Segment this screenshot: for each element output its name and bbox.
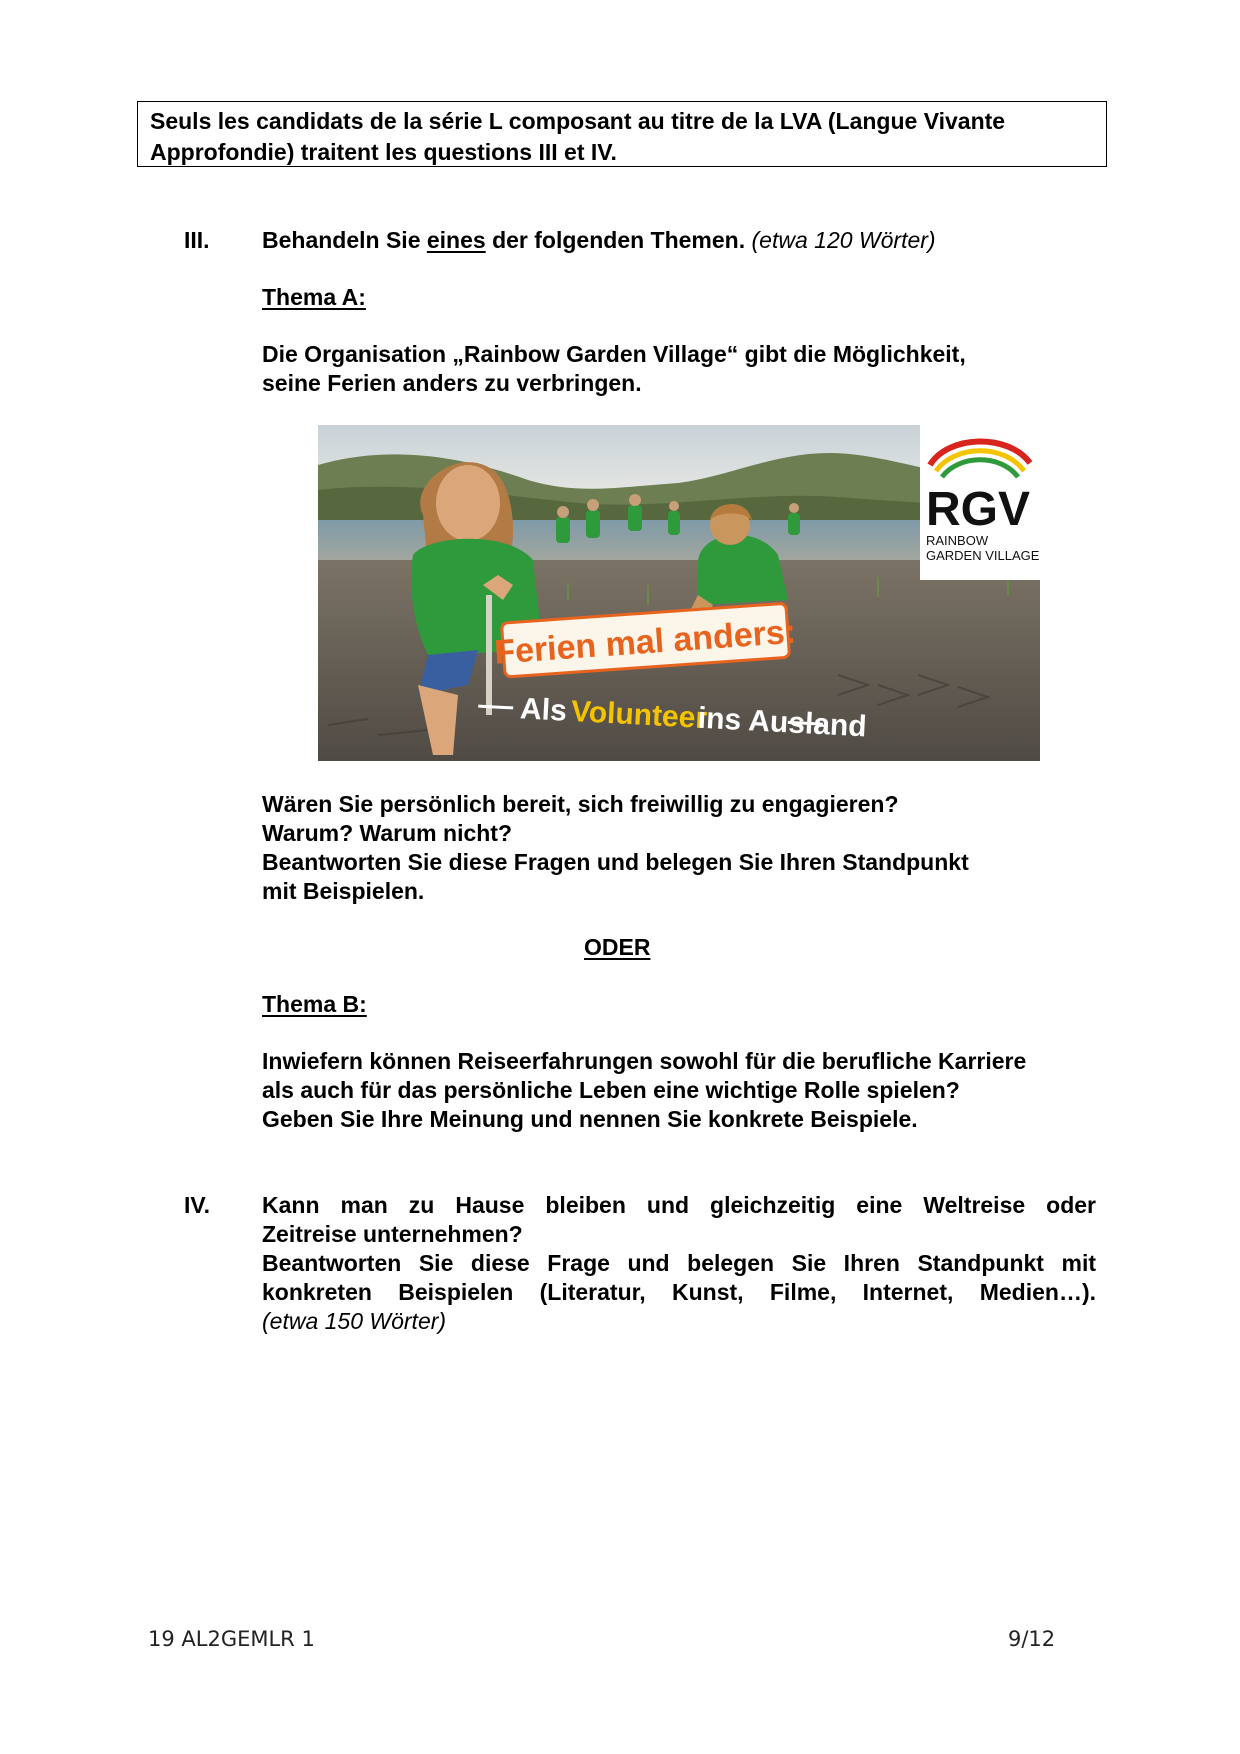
rgv-line-2: GARDEN VILLAGE — [926, 548, 1040, 563]
section-4-number: IV. — [184, 1192, 211, 1218]
thema-a-questions — [262, 790, 1096, 906]
question-line-4: mit Beispielen. — [262, 878, 425, 904]
thema-b-line-1: Inwiefern können Reiseerfahrungen sowohl für die berufliche Karriere — [262, 1048, 1027, 1074]
section-4-text — [262, 1191, 1096, 1336]
thema-a-intro-line-2: seine Ferien anders zu verbringen. — [262, 370, 642, 396]
banner-als: Als — [519, 692, 568, 728]
notice-line-2: Approfondie) traitent les questions III et IV. — [150, 139, 617, 165]
footer-page-number: 9/12 — [1008, 1627, 1056, 1651]
section-4-hint: (etwa 150 Wörter) — [262, 1308, 447, 1334]
section-4-line-2: Zeitreise unternehmen? — [262, 1221, 523, 1247]
banner-volunteer: Volunteer — [570, 694, 708, 736]
rgv-line-1: RAINBOW — [926, 533, 989, 548]
oder-separator: ODER — [584, 934, 651, 960]
notice-box — [137, 101, 1107, 167]
thema-b-text — [262, 1047, 1096, 1134]
instruction-pre: Behandeln Sie — [262, 227, 427, 253]
rgv-logo — [920, 425, 1040, 580]
thema-b-line-3: Geben Sie Ihre Meinung und nennen Sie konkrete Beispiele. — [262, 1106, 918, 1132]
question-line-2: Warum? Warum nicht? — [262, 820, 513, 846]
banner-line-1: Ferien mal anders: — [493, 612, 798, 672]
thema-a-heading: Thema A: — [262, 284, 366, 310]
volunteer-photo — [318, 425, 1040, 761]
instruction-hint: (etwa 120 Wörter) — [751, 227, 936, 253]
thema-b-line-2: als auch für das persönliche Leben eine wichtige Rolle spielen? — [262, 1077, 960, 1103]
section-4-line-3: Beantworten Sie diese Frage und belegen Sie Ihren Standpunkt mit — [262, 1250, 1096, 1276]
section-4-line-1: Kann man zu Hause bleiben und gleichzeitig eine Weltreise oder — [262, 1192, 1096, 1218]
banner-rest: ins Ausland — [697, 701, 868, 744]
section-3-instruction — [262, 226, 1096, 255]
instruction-post: der folgenden Themen. — [485, 227, 746, 253]
notice-line-1: Seuls les candidats de la série L composant au titre de la LVA (Langue Vivante — [150, 108, 1006, 134]
section-4-line-4: konkreten Beispielen (Literatur, Kunst, Filme, Internet, Medien…). — [262, 1279, 1096, 1305]
footer-code: 19 AL2GEMLR 1 — [148, 1627, 315, 1651]
question-line-1: Wären Sie persönlich bereit, sich freiwillig zu engagieren? — [262, 791, 899, 817]
rgv-letters: RGV — [925, 483, 1031, 536]
thema-b-heading: Thema B: — [262, 991, 367, 1017]
thema-a-intro — [262, 340, 1096, 398]
thema-a-intro-line-1: Die Organisation „Rainbow Garden Village“ gibt die Möglichkeit, — [262, 341, 966, 367]
question-line-3: Beantworten Sie diese Fragen und belegen Sie Ihren Standpunkt — [262, 849, 969, 875]
instruction-underlined: eines — [426, 227, 486, 253]
section-3-number: III. — [184, 227, 210, 253]
